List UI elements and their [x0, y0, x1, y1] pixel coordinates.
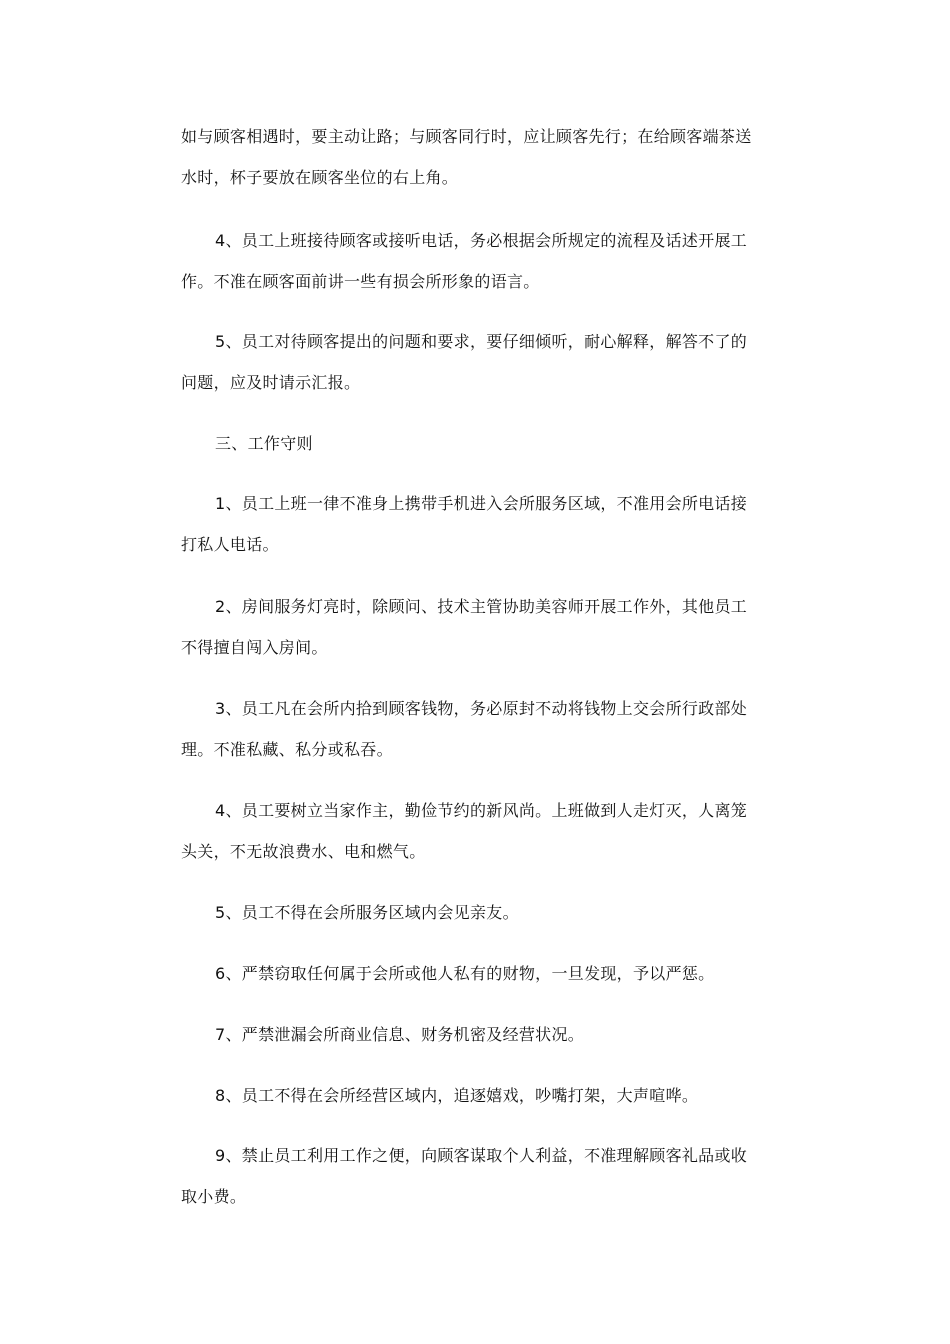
paragraph-line: 不得擅自闯入房间。 [181, 638, 328, 657]
paragraph-line: 问题，应及时请示汇报。 [181, 373, 361, 392]
rule-item-9 [181, 1135, 773, 1217]
paragraph-line: 如与顾客相遇时，要主动让路；与顾客同行时，应让顾客先行；在给顾客端茶送 [181, 127, 752, 146]
paragraph-line: 取小费。 [181, 1187, 247, 1206]
section-heading-line: 三、工作守则 [215, 434, 313, 453]
paragraph-line: 头关，不无故浪费水、电和燃气。 [181, 842, 426, 861]
paragraph-line: 4、员工上班接待顾客或接听电话，务必根据会所规定的流程及话述开展工 [215, 231, 748, 250]
paragraph-line: 作。不准在顾客面前讲一些有损会所形象的语言。 [181, 272, 540, 291]
paragraph-line: 6、严禁窃取任何属于会所或他人私有的财物，一旦发现，予以严惩。 [215, 964, 715, 983]
rule-item-3 [181, 688, 773, 770]
rule-item-1 [181, 483, 773, 565]
paragraph-line: 7、严禁泄漏会所商业信息、财务机密及经营状况。 [215, 1025, 585, 1044]
paragraph-line: 9、禁止员工利用工作之便，向顾客谋取个人利益，不准理解顾客礼品或收 [215, 1146, 748, 1165]
rule-item-8 [181, 1075, 773, 1116]
paragraph-line: 1、员工上班一律不准身上携带手机进入会所服务区域，不准用会所电话接 [215, 494, 748, 513]
paragraph-line: 理。不准私藏、私分或私吞。 [181, 740, 393, 759]
paragraph-line: 3、员工凡在会所内拾到顾客钱物，务必原封不动将钱物上交会所行政部处 [215, 699, 748, 718]
rule-item-7 [181, 1014, 773, 1055]
paragraph-item-5-questions [181, 321, 773, 403]
paragraph-item-4-reception [181, 220, 773, 302]
paragraph-line: 5、员工对待顾客提出的问题和要求，要仔细倾听，耐心解释，解答不了的 [215, 332, 748, 351]
paragraph-line: 水时，杯子要放在顾客坐位的右上角。 [181, 168, 459, 187]
section-heading-work-rules [181, 423, 773, 464]
rule-item-4 [181, 790, 773, 872]
paragraph-line: 4、员工要树立当家作主，勤俭节约的新风尚。上班做到人走灯灭，人离笼 [215, 801, 748, 820]
rule-item-6 [181, 953, 773, 994]
paragraph-line: 8、员工不得在会所经营区域内，追逐嬉戏，吵嘴打架，大声喧哗。 [215, 1086, 699, 1105]
paragraph-continuation [181, 116, 773, 198]
rule-item-2 [181, 586, 773, 668]
paragraph-line: 2、房间服务灯亮时，除顾问、技术主管协助美容师开展工作外，其他员工 [215, 597, 748, 616]
paragraph-line: 打私人电话。 [181, 535, 279, 554]
paragraph-line: 5、员工不得在会所服务区域内会见亲友。 [215, 903, 519, 922]
rule-item-5 [181, 892, 773, 933]
